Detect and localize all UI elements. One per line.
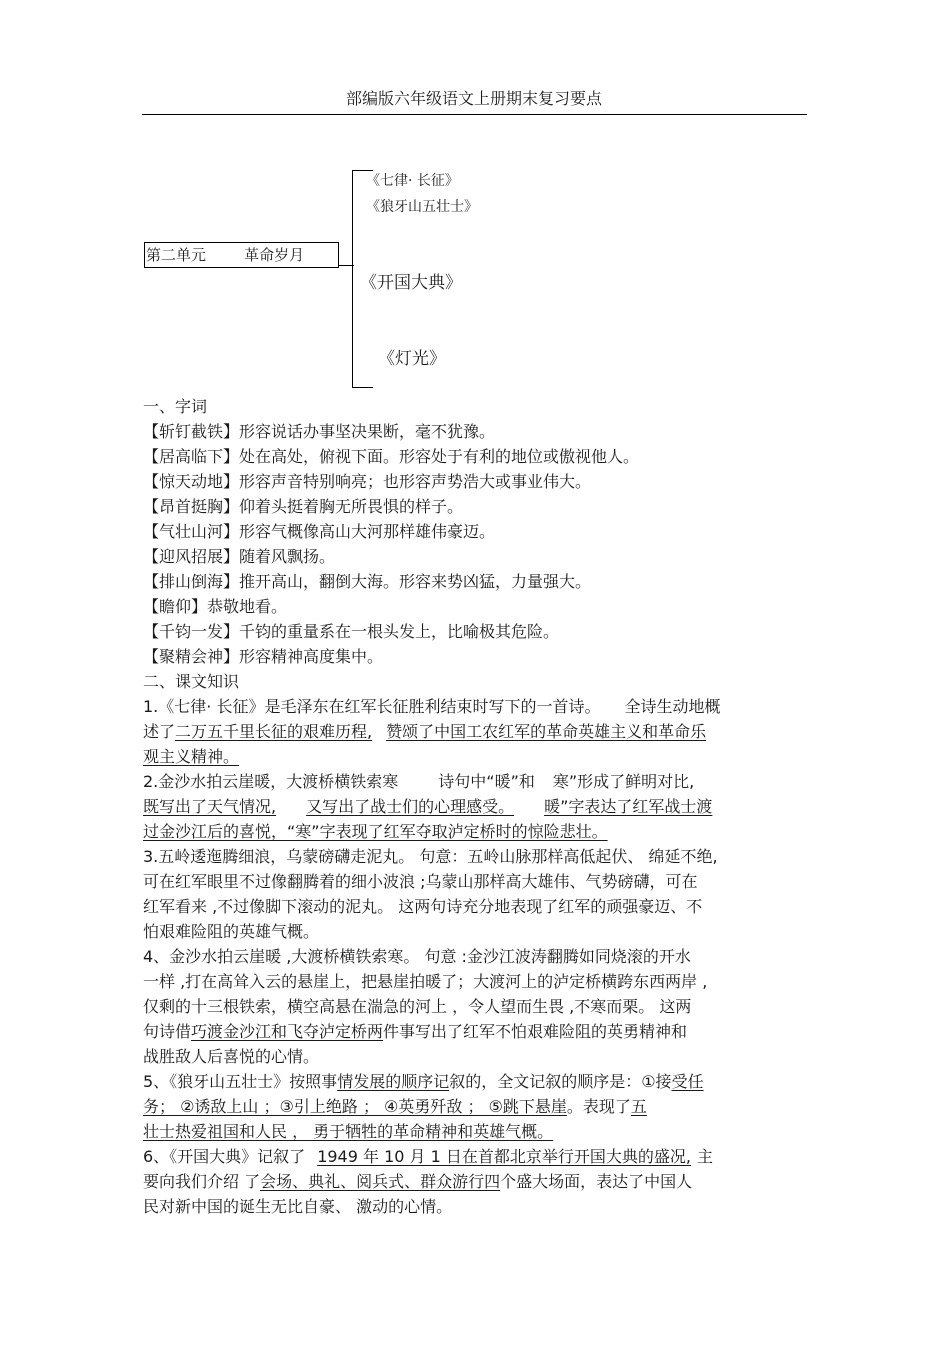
text-segment: 6、《开国大典》记叙了 bbox=[143, 1147, 306, 1166]
knowledge-1-line bbox=[143, 719, 808, 744]
underlined-answer: 五 bbox=[630, 1097, 647, 1116]
section-title-vocab: 一、字词 bbox=[143, 397, 208, 416]
text-segment: 5、《狼牙山五壮士》按照事 bbox=[143, 1072, 338, 1091]
section-title-knowledge: 二、课文知识 bbox=[143, 672, 240, 691]
knowledge-4-line: 仅剩的十三根铁索，横空高悬在湍急的河上 ，令人望而生畏 ,不寒而栗。 这两 bbox=[143, 997, 692, 1016]
knowledge-5-line bbox=[143, 1119, 808, 1144]
knowledge-1-line bbox=[143, 694, 808, 719]
text-segment: 。表现了 bbox=[566, 1097, 631, 1116]
knowledge-3-line: 怕艰难险阻的英雄气概。 bbox=[143, 922, 320, 941]
vocab-item: 【排山倒海】推开高山，翻倒大海。形容来势凶猛，力量强大。 bbox=[143, 572, 592, 591]
text-segment: 诗句中“暖”和 bbox=[438, 772, 535, 791]
knowledge-6-line: 民对新中国的诞生无比自豪、 激动的心情。 bbox=[143, 1197, 453, 1216]
knowledge-3-line: 可在红军眼里不过像翻腾着的细小波浪 ;乌蒙山那样高大雄伟、气势磅礴，可在 bbox=[143, 872, 698, 891]
underlined-answer: 又写出了战士们的心理感受。 bbox=[306, 797, 515, 816]
text-segment: 寒”形成了鲜明对比, bbox=[552, 772, 695, 791]
text-segment: 述了 bbox=[143, 722, 176, 741]
text-segment: 全诗生动地概 bbox=[624, 697, 721, 716]
text-segment: 要向我们介绍 了 bbox=[143, 1172, 261, 1191]
text-segment: 2.金沙水拍云崖暖，大渡桥横铁索寒 bbox=[143, 772, 399, 791]
knowledge-2-line bbox=[143, 769, 808, 794]
knowledge-5-line bbox=[143, 1094, 808, 1119]
underlined-answer: 受任 bbox=[671, 1072, 704, 1091]
vocab-item: 【聚精会神】形容精神高度集中。 bbox=[143, 647, 384, 666]
underlined-answer: 观主义精神。 bbox=[143, 747, 240, 766]
knowledge-4-line: 战胜敌人后喜悦的心情。 bbox=[143, 1047, 320, 1066]
underlined-answer: 1949 年 10 月 1 日在首都北京举行开国大典的盛况, bbox=[317, 1147, 691, 1166]
underlined-answer: 壮士热爱祖国和人民 ， 勇于牺牲的革命精神和英雄气概。 bbox=[143, 1122, 554, 1141]
underlined-answer: 会场、典礼、阅兵式、群众游行四 bbox=[260, 1172, 501, 1191]
unit-label: 第二单元 革命岁月 bbox=[144, 242, 339, 268]
knowledge-6-line bbox=[143, 1169, 808, 1194]
knowledge-5-line bbox=[143, 1069, 808, 1094]
page-header-title: 部编版六年级语文上册期末复习要点 bbox=[345, 89, 602, 108]
lesson-item: 《七律· 长征》 bbox=[366, 173, 459, 189]
main-content bbox=[143, 394, 808, 1219]
lesson-item: 《开国大典》 bbox=[360, 273, 462, 293]
knowledge-4-line: 4、金沙水拍云崖暖 ,大渡桥横铁索寒。 句意 :金沙江波涛翻腾如同烧滚的开水 bbox=[143, 947, 691, 966]
knowledge-3-line: 3.五岭逶迤腾细浪，乌蒙磅礴走泥丸。 句意：五岭山脉那样高低起伏、 绵延不绝, bbox=[143, 847, 718, 866]
lesson-item: 《狼牙山五壮士》 bbox=[366, 199, 478, 215]
vocab-item: 【居高临下】处在高处，俯视下面。形容处于有利的地位或傲视他人。 bbox=[143, 447, 640, 466]
vocab-item: 【惊天动地】形容声音特别响亮；也形容声势浩大或事业伟大。 bbox=[143, 472, 592, 491]
vocab-item: 【气壮山河】形容气概像高山大河那样雄伟豪迈。 bbox=[143, 522, 496, 541]
text-segment: 句诗借 bbox=[143, 1022, 192, 1041]
text-segment: 1.《七律· 长征》是毛泽东在红军长征胜利结束时写下的一首诗。 bbox=[143, 697, 601, 716]
underlined-answer: 二万五千里长征的艰难历程, bbox=[175, 722, 373, 741]
underlined-answer: 务； ②诱敌上山 ；③引上绝路 ； ④英勇歼敌 ； ⑤跳下悬崖 bbox=[143, 1097, 567, 1116]
vocab-item: 【昂首挺胸】仰着头挺着胸无所畏惧的样子。 bbox=[143, 497, 464, 516]
text-segment: 件事写出了红军不怕艰难险阻的英勇精神和 bbox=[383, 1022, 688, 1041]
knowledge-3-line: 红军看来 ,不过像脚下滚动的泥丸。 这两句诗充分地表现了红军的顽强豪迈、不 bbox=[143, 897, 703, 916]
lesson-item: 《灯光》 bbox=[378, 349, 446, 369]
underlined-answer: 赞颂了中国工农红军的革命英雄主义和革命乐 bbox=[386, 722, 707, 741]
underlined-answer: 过金沙江后的喜悦，“寒”字表现了红军夺取泸定桥时的惊险悲壮。 bbox=[143, 822, 608, 841]
header-divider bbox=[142, 114, 807, 115]
vocab-item: 【瞻仰】恭敬地看。 bbox=[143, 597, 288, 616]
knowledge-1-line bbox=[143, 744, 808, 769]
vocab-item: 【斩钉截铁】形容说话办事坚决果断，毫不犹豫。 bbox=[143, 422, 496, 441]
knowledge-4-line: 一样 ,打在高耸入云的悬崖上，把悬崖拍暖了；大渡河上的泸定桥横跨东西两岸 , bbox=[143, 972, 708, 991]
knowledge-2-line bbox=[143, 794, 808, 819]
vocab-item: 【千钧一发】千钧的重量系在一根头发上，比喻极其危险。 bbox=[143, 622, 560, 641]
text-segment: 主 bbox=[696, 1147, 713, 1166]
knowledge-2-line bbox=[143, 819, 808, 844]
underlined-answer: 既写出了天气情况, bbox=[143, 797, 277, 816]
text-segment: 叙的，全文记叙的顺序是：①接 bbox=[449, 1072, 672, 1091]
knowledge-4-line bbox=[143, 1019, 808, 1044]
knowledge-6-line bbox=[143, 1144, 808, 1169]
underlined-answer: 暖”字表达了红军战士渡 bbox=[544, 797, 713, 816]
text-segment: 个盛大场面，表达了中国人 bbox=[500, 1172, 693, 1191]
underlined-answer: 情发展的顺序记 bbox=[337, 1072, 450, 1091]
vocab-item: 【迎风招展】随着风飘扬。 bbox=[143, 547, 336, 566]
underlined-answer: 巧渡金沙江和飞夺泸定桥两 bbox=[191, 1022, 384, 1041]
